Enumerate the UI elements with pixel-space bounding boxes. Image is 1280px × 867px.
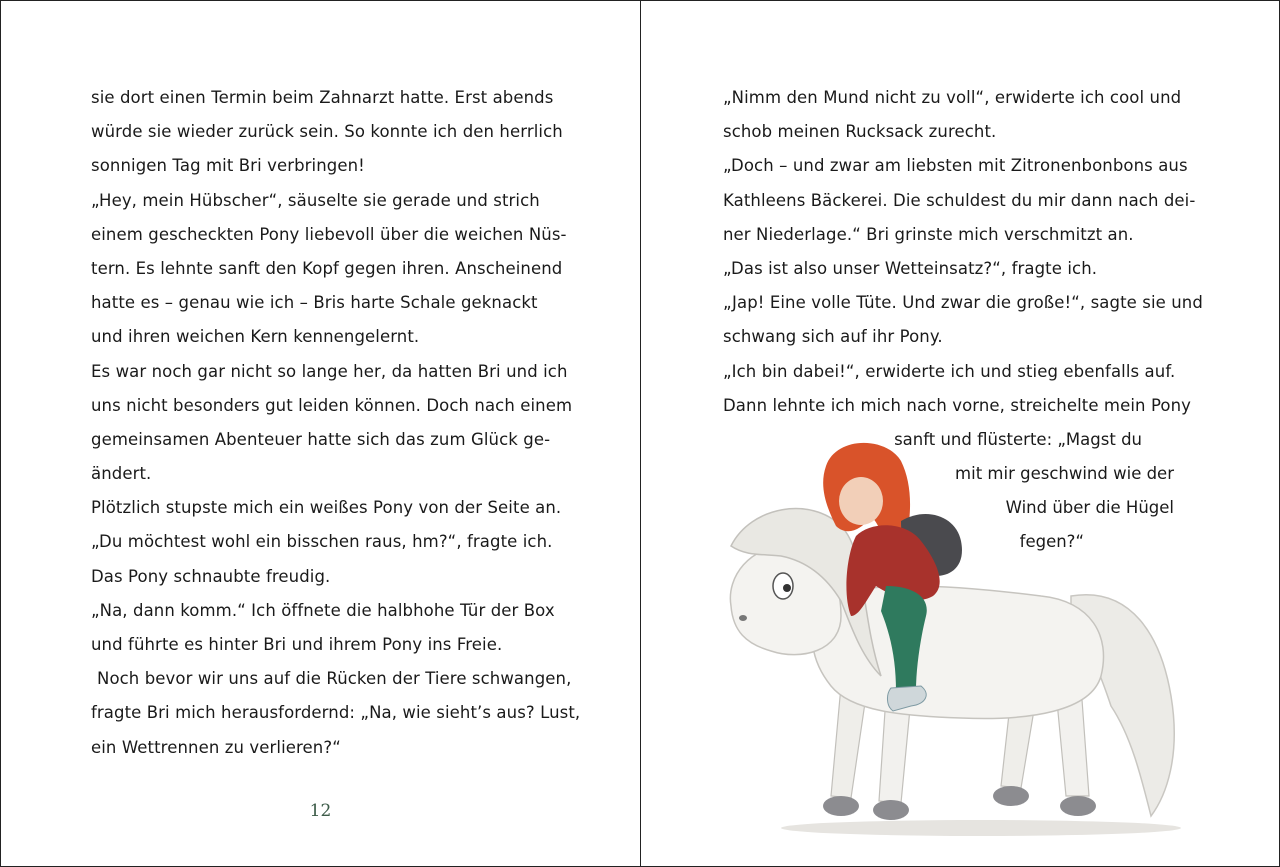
text-line: Kathleens Bäckerei. Die schuldest du mir dann nach dei-: [723, 190, 1196, 210]
text-line: hatte es – genau wie ich – Bris harte Schale geknackt: [91, 293, 538, 313]
text-line: mit mir geschwind wie der: [955, 464, 1174, 483]
left-page-text: [91, 81, 580, 765]
text-line: Dann lehnte ich mich nach vorne, streichelte mein Pony: [723, 395, 1192, 415]
text-line: und ihren weichen Kern kennengelernt.: [91, 327, 420, 347]
text-line: „Jap! Eine volle Tüte. Und zwar die große!“, sagte sie und: [723, 293, 1203, 313]
pony-hoof: [993, 786, 1029, 806]
pony-rider-illustration: [711, 436, 1191, 846]
text-line: ändert.: [91, 464, 152, 484]
page-number: 12: [309, 801, 332, 821]
text-line: uns nicht besonders gut leiden können. Doch nach einem: [91, 395, 573, 415]
text-line: ner Niederlage.“ Bri grinste mich verschmitzt an.: [723, 224, 1134, 244]
text-line: „Hey, mein Hübscher“, säuselte sie gerade und strich: [91, 190, 540, 210]
text-line: einem gescheckten Pony liebevoll über die weichen Nüs-: [91, 224, 567, 244]
text-line: fragte Bri mich herausfordernd: „Na, wie sieht’s aus? Lust,: [91, 703, 581, 723]
ground-shadow: [781, 820, 1181, 836]
text-line: „Na, dann komm.“ Ich öffnete die halbhohe Tür der Box: [91, 600, 555, 620]
text-line: tern. Es lehnte sanft den Kopf gegen ihren. Anscheinend: [91, 258, 563, 278]
pony-hoof: [873, 800, 909, 820]
text-line: „Du möchtest wohl ein bisschen raus, hm?“, fragte ich.: [91, 532, 553, 552]
text-line: „Nimm den Mund nicht zu voll“, erwiderte ich cool und: [723, 88, 1182, 107]
text-line: ein Wettrennen zu verlieren?“: [91, 737, 341, 757]
text-line: „Ich bin dabei!“, erwiderte ich und stieg ebenfalls auf.: [723, 361, 1176, 381]
text-line: schob meinen Rucksack zurecht.: [723, 122, 997, 142]
pony-pupil: [783, 584, 791, 592]
text-line: würde sie wieder zurück sein. So konnte ich den herrlich: [91, 122, 563, 142]
rider-face: [839, 477, 883, 525]
text-line: „Doch – und zwar am liebsten mit Zitronenbonbons aus: [723, 156, 1188, 176]
text-line: „Das ist also unser Wetteinsatz?“, fragte ich.: [723, 258, 1098, 278]
left-page: [1, 1, 640, 866]
text-line: Wind über die Hügel: [1005, 498, 1174, 517]
text-line: sanft und flüsterte: „Magst du: [894, 430, 1142, 449]
right-page: [641, 1, 1279, 866]
text-line: Plötzlich stupste mich ein weißes Pony von der Seite an.: [91, 498, 562, 518]
text-line: Noch bevor wir uns auf die Rücken der Tiere schwangen,: [97, 669, 572, 689]
text-line: Es war noch gar nicht so lange her, da hatten Bri und ich: [91, 361, 568, 381]
text-line: sie dort einen Termin beim Zahnarzt hatte. Erst abends: [91, 88, 554, 107]
text-line: fegen?“: [1019, 532, 1084, 551]
pony-hoof: [823, 796, 859, 816]
pony-hoof: [1060, 796, 1096, 816]
pony-nostril: [739, 615, 747, 621]
text-line: gemeinsamen Abenteuer hatte sich das zum Glück ge-: [91, 429, 551, 449]
right-page-text: [723, 81, 1203, 423]
text-line: Das Pony schnaubte freudig.: [91, 566, 331, 586]
text-line: sonnigen Tag mit Bri verbringen!: [91, 156, 365, 176]
text-line: und führte es hinter Bri und ihrem Pony ins Freie.: [91, 635, 503, 654]
text-line: schwang sich auf ihr Pony.: [723, 327, 943, 347]
